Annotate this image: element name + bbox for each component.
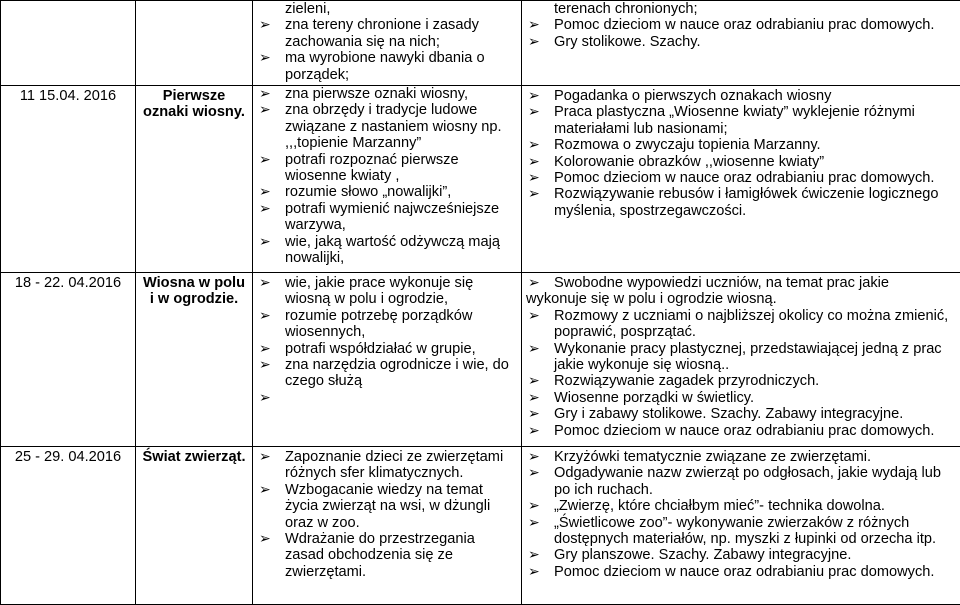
topic-cell: Pierwsze oznaki wiosny. — [136, 86, 253, 273]
goal-item: ➢ wie, jakie prace wykonuje się wiosną w polu i ogrodzie, — [257, 275, 517, 308]
table-row — [1, 86, 960, 273]
topic-cell: Świat zwierząt. — [136, 447, 253, 605]
activity-item: ➢ Pomoc dzieciom w nauce oraz odrabianiu prac domowych. — [526, 170, 956, 186]
table-row — [1, 273, 960, 447]
goal-item: ➢ ma wyrobione nawyki dbania o porządek; — [257, 50, 517, 83]
activities-cell — [522, 86, 960, 273]
table-row — [1, 1, 960, 86]
table-row — [1, 447, 960, 605]
activity-item: ➢ „Świetlicowe zoo”- wykonywanie zwierzaków z różnych dostępnych materiałów, np. myszki z łupinki od orzecha itp. — [526, 515, 956, 548]
goal-item: ➢ Wdrażanie do przestrzegania zasad obchodzenia się ze zwierzętami. — [257, 531, 517, 580]
goal-item: ➢ potrafi rozpoznać pierwsze wiosenne kwiaty , — [257, 152, 517, 185]
activity-item: ➢ Rozmowa o zwyczaju topienia Marzanny. — [526, 137, 956, 153]
goal-item: ➢ rozumie słowo „nowalijki”, — [257, 184, 517, 200]
activity-text: terenach chronionych; — [526, 1, 956, 17]
topic-cell — [136, 1, 253, 86]
goal-item: ➢ zna tereny chronione i zasady zachowania się na nich; — [257, 17, 517, 50]
activity-item: ➢ Rozmowy z uczniami o najbliższej okolicy co można zmienić, poprawić, posprzątać. — [526, 308, 956, 341]
activity-item: ➢ Krzyżówki tematycznie związane ze zwierzętami. — [526, 449, 956, 465]
activity-item: ➢ Pomoc dzieciom w nauce oraz odrabianiu prac domowych. — [526, 17, 956, 33]
activity-item: ➢ Gry i zabawy stolikowe. Szachy. Zabawy integracyjne. — [526, 406, 956, 422]
goal-item: ➢ Zapoznanie dzieci ze zwierzętami różnych sfer klimatycznych. — [257, 449, 517, 482]
date-cell: 18 - 22. 04.2016 — [1, 273, 136, 447]
topic-cell: Wiosna w polu i w ogrodzie. — [136, 273, 253, 447]
goal-item: ➢ Wzbogacanie wiedzy na temat życia zwierząt na wsi, w dżungli oraz w zoo. — [257, 482, 517, 531]
activities-cell — [522, 447, 960, 605]
activity-item: ➢ Pomoc dzieciom w nauce oraz odrabianiu prac domowych. — [526, 423, 956, 439]
goal-item: ➢ rozumie potrzebę porządków wiosennych, — [257, 308, 517, 341]
activity-item: ➢ Swobodne wypowiedzi uczniów, na temat prac jakie — [526, 275, 956, 291]
goal-item: ➢ zna narzędzia ogrodnicze i wie, do czego służą — [257, 357, 517, 390]
activity-item: ➢ Wiosenne porządki w świetlicy. — [526, 390, 956, 406]
activities-cell — [522, 1, 960, 86]
goal-text: zieleni, — [257, 1, 517, 17]
goals-cell — [253, 86, 522, 273]
activity-text: wykonuje się w polu i ogrodzie wiosną. — [526, 291, 956, 307]
goal-item: ➢ zna obrzędy i tradycje ludowe związane z nastaniem wiosny np. ,,,topienie Marzanny” — [257, 102, 517, 151]
goals-cell — [253, 273, 522, 447]
goal-item — [257, 390, 517, 406]
goal-item: ➢ potrafi wymienić najwcześniejsze warzywa, — [257, 201, 517, 234]
activity-item: ➢ „Zwierzę, które chciałbym mieć”- technika dowolna. — [526, 498, 956, 514]
activity-item: ➢ Odgadywanie nazw zwierząt po odgłosach, jakie wydają lub po ich ruchach. — [526, 465, 956, 498]
activity-item: ➢ Praca plastyczna „Wiosenne kwiaty” wyklejenie różnymi materiałami lub nasionami; — [526, 104, 956, 137]
activity-item: ➢ Gry planszowe. Szachy. Zabawy integracyjne. — [526, 547, 956, 563]
activity-item: ➢ Wykonanie pracy plastycznej, przedstawiającej jedną z prac jakie wykonuje się wiosną.. — [526, 341, 956, 374]
goal-item: ➢ wie, jaką wartość odżywczą mają nowalijki, — [257, 234, 517, 267]
activity-item: ➢ Rozwiązywanie zagadek przyrodniczych. — [526, 373, 956, 389]
goal-item: ➢ zna pierwsze oznaki wiosny, — [257, 86, 517, 102]
goals-cell — [253, 1, 522, 86]
activity-item: ➢ Pogadanka o pierwszych oznakach wiosny — [526, 88, 956, 104]
activity-item: ➢ Pomoc dzieciom w nauce oraz odrabianiu prac domowych. — [526, 564, 956, 580]
activities-cell — [522, 273, 960, 447]
date-cell: 11 15.04. 2016 — [1, 86, 136, 273]
activity-item: ➢ Gry stolikowe. Szachy. — [526, 34, 956, 50]
goals-cell — [253, 447, 522, 605]
date-cell — [1, 1, 136, 86]
goal-item: ➢ potrafi współdziałać w grupie, — [257, 341, 517, 357]
activity-item: ➢ Kolorowanie obrazków ,,wiosenne kwiaty” — [526, 154, 956, 170]
date-cell: 25 - 29. 04.2016 — [1, 447, 136, 605]
activity-item: ➢ Rozwiązywanie rebusów i łamigłówek ćwiczenie logicznego myślenia, spostrzegawczości. — [526, 186, 956, 219]
